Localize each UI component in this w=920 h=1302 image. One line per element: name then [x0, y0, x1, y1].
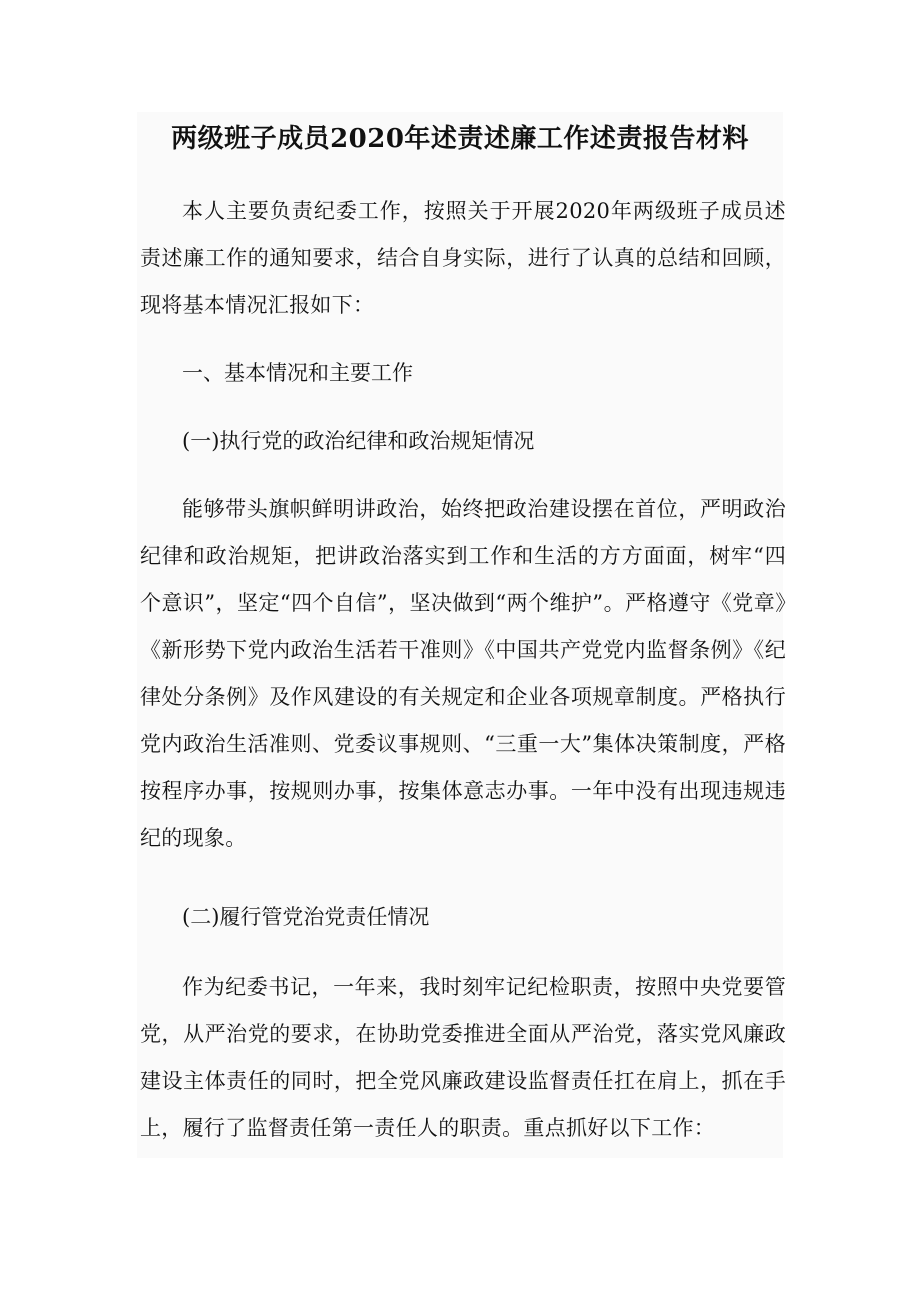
- paragraph-political-discipline: 能够带头旗帜鲜明讲政治，始终把政治建设摆在首位，严明政治纪律和政治规矩，把讲政治落实到工作和生活的方方面面，树牢“四个意识”，坚定“四个自信”，坚决做到“两个维护”。严格遵守《党章》《新形势下党内政治生活若干准则》《中国共产党党内监督条例》《纪律处分条例》及作风建设的有关规定和企业各项规章制度。严格执行党内政治生活准则、党委议事规则、“三重一大”集体决策制度，严格按程序办事，按规则办事，按集体意志办事。一年中没有出现违规违纪的现象。: [140, 497, 786, 850]
- section-heading-basic-situation: 一、基本情况和主要工作: [182, 361, 413, 385]
- document-page: [137, 112, 786, 1158]
- subsection-heading-party-governance: (二)履行管党治党责任情况: [182, 905, 430, 929]
- paragraph-intro: 本人主要负责纪委工作，按照关于开展2020年两级班子成员述责述廉工作的通知要求，结合自身实际，进行了认真的总结和回顾，现将基本情况汇报如下：: [140, 199, 786, 317]
- paragraph-party-governance: 作为纪委书记，一年来，我时刻牢记纪检职责，按照中央党要管党，从严治党的要求，在协助党委推进全面从严治党，落实党风廉政建设主体责任的同时，把全党风廉政建设监督责任扛在肩上，抓在手上，履行了监督责任第一责任人的职责。重点抓好以下工作：: [140, 975, 786, 1140]
- document-title: 两级班子成员2020年述责述廉工作述责报告材料: [171, 124, 749, 154]
- subsection-heading-political-discipline: (一)执行党的政治纪律和政治规矩情况: [182, 429, 535, 453]
